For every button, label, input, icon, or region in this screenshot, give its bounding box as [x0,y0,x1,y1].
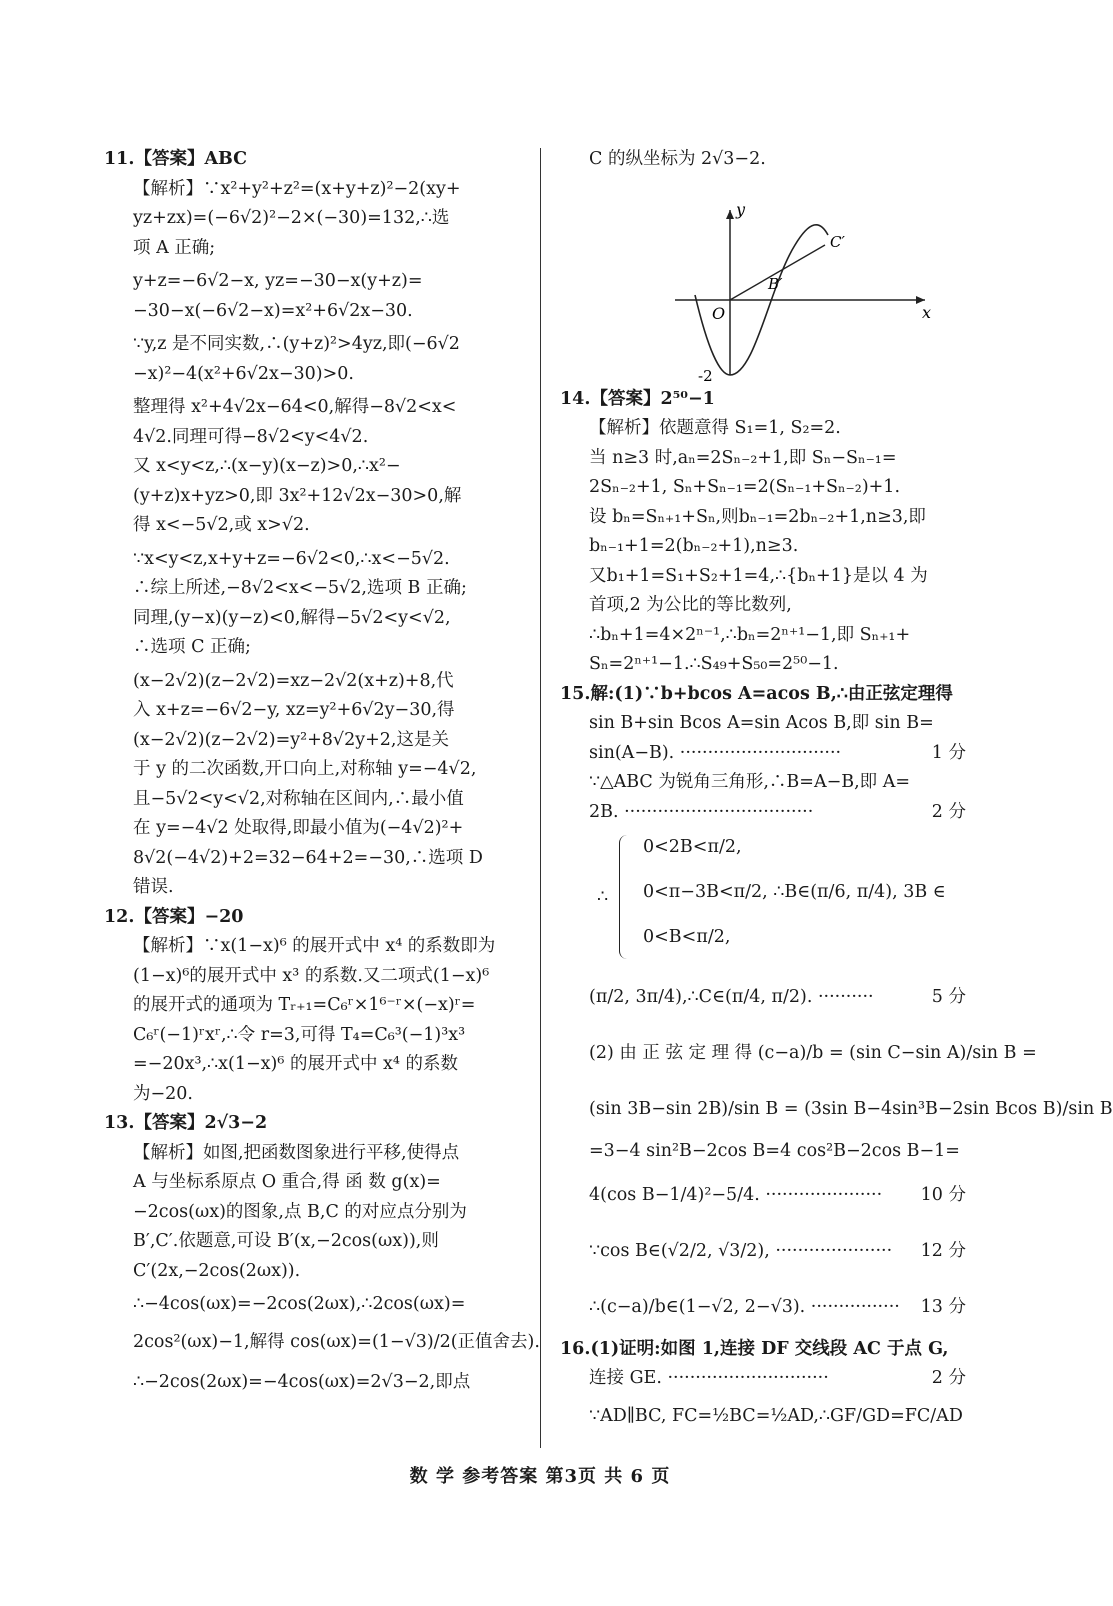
score-points: 1 分 [931,742,966,763]
column-divider [540,148,541,1448]
inequality-1: 0<2B<π/2, [643,837,742,857]
text-line: 设 bₙ=Sₙ₊₁+Sₙ,则bₙ₋₁=2bₙ₋₂+1,n≥3,即 [589,506,926,527]
q15-solution: 15.解:(1)∵b+bcos A=acos B,∴由正弦定理得 [560,683,953,704]
y-label: y [736,199,746,219]
text-line: 2B. ·································· 2 分 [560,798,966,828]
text-line: −x)²−4(x²+6√2x−30)>0. [133,363,354,384]
text-line: 又b₁+1=S₁+S₂+1=4,∴{bₙ+1}是以 4 为 [589,565,928,586]
text-line: C 的纵坐标为 2√3−2. [589,149,766,169]
text-line: 【解析】如图,把函数图象进行平移,使得点 [133,1142,460,1163]
graph-svg [670,175,930,385]
text-line: −2cos(ωx)的图象,点 B,C 的对应点分别为 [133,1201,467,1222]
text-line: B′,C′.依题意,可设 B′(x,−2cos(ωx)),则 [133,1231,439,1251]
text-line: C₆ʳ(−1)ʳxʳ,∴令 r=3,可得 T₄=C₆³(−1)³x³ [133,1024,466,1045]
origin-label: O [712,303,726,323]
text-line: 整理得 x²+4√2x−64<0,解得−8√2<x< [133,397,457,417]
text-line: 项 A 正确; [133,237,216,258]
y-axis-arrow-icon [726,210,734,219]
text-line: Sₙ=2ⁿ⁺¹−1.∴S₄₉+S₅₀=2⁵⁰−1. [589,654,839,674]
text-line: (2) 由 正 弦 定 理 得 (c−a)/b = (sin C−sin A)/sin B = [589,1043,1037,1063]
text-line: (y+z)x+yz>0,即 3x²+12√2x−30>0,解 [133,485,462,506]
text-line: 的展开式的通项为 Tᵣ₊₁=C₆ʳ×1⁶⁻ʳ×(−x)ʳ= [133,995,476,1015]
text-line: 当 n≥3 时,aₙ=2Sₙ₋₂+1,即 Sₙ−Sₙ₋₁= [589,447,897,468]
text-line: (x−2√2)(z−2√2)=y²+8√2y+2,这是关 [133,729,449,750]
text-line: 得 x<−5√2,或 x>√2. [133,515,310,535]
text-line: 8√2(−4√2)+2=32−64+2=−30,∴选项 D [133,847,483,868]
text-line: 【解析】∵x(1−x)⁶ 的展开式中 x⁴ 的系数即为 [133,936,496,956]
inequality-system [589,827,966,969]
q13-answer: 13.【答案】2√3−2 [104,1113,268,1133]
text-line: 同理,(y−x)(y−z)<0,解得−5√2<y<√2, [133,607,451,628]
text-line: ∴(c−a)/b∈(1−√2, 2−√3). ················ 13 分 [560,1279,966,1335]
therefore-symbol: ∴ [597,887,609,907]
text-line: sin(A−B). ····························· 1 分 [560,739,966,769]
minus-two-label: -2 [698,366,713,385]
score-points: 13 分 [920,1296,966,1317]
text-line: ∵x<y<z,x+y+z=−6√2<0,∴x<−5√2. [133,548,450,569]
text-line: (1−x)⁶的展开式中 x³ 的系数.又二项式(1−x)⁶ [133,965,490,986]
text-line: ∵△ABC 为锐角三角形,∴B=A−B,即 A= [589,772,911,792]
text-line: 为−20. [133,1083,193,1104]
text-line: ∴选项 C 正确; [133,637,251,657]
inequality-3: 0<B<π/2, [643,927,731,947]
text-line: ∵AD∥BC, FC=½BC=½AD,∴GF/GD=FC/AD [589,1405,963,1426]
text-line: 连接 GE. ····························· 2 分 [560,1364,966,1394]
score-points: 2 分 [931,801,966,822]
text-line: ∴bₙ+1=4×2ⁿ⁻¹,∴bₙ=2ⁿ⁺¹−1,即 Sₙ₊₁+ [589,624,911,645]
point-b-label: B′ [768,274,783,293]
score-points: 5 分 [931,987,966,1007]
q14-answer: 14.【答案】2⁵⁰−1 [560,388,715,409]
text-line: C′(2x,−2cos(2ωx)). [133,1260,301,1281]
text-line: ∴−4cos(ωx)=−2cos(2ωx),∴2cos(ωx)= [133,1294,466,1314]
text-line: −30−x(−6√2−x)=x²+6√2x−30. [133,300,413,321]
text-line: 且−5√2<y<√2,对称轴在区间内,∴最小值 [133,788,464,809]
inequality-2: 0<π−3B<π/2, ∴B∈(π/6, π/4), 3B ∈ [643,882,946,902]
text-line: ∵cos B∈(√2/2, √3/2), ····················· 12 分 [560,1223,966,1279]
right-column [560,145,1113,1438]
text-line: 【解析】∵x²+y²+z²=(x+y+z)²−2(xy+ [133,178,461,199]
text-line: (sin 3B−sin 2B)/sin B = (3sin B−4sin³B−2sin Bcos B)/sin B [589,1099,1113,1119]
text-line: ∵y,z 是不同实数,∴(y+z)²>4yz,即(−6√2 [133,334,460,354]
brace [619,835,634,959]
text-line: 首项,2 为公比的等比数列, [589,595,792,615]
text-line: ∴−2cos(2ωx)=−4cos(ωx)=2√3−2,即点 [133,1371,471,1392]
q12-answer: 12.【答案】−20 [104,906,244,927]
score-points: 2 分 [931,1368,966,1388]
text-line: 4√2.同理可得−8√2<y<4√2. [133,426,369,447]
q16-proof: 16.(1)证明:如图 1,连接 DF 交线段 AC 于点 G, [560,1338,949,1359]
text-line: 【解析】依题意得 S₁=1, S₂=2. [589,418,841,438]
text-line: (π/2, 3π/4),∴C∈(π/4, π/2). ·········· 5 分 [560,969,966,1025]
text-line: yz+zx)=(−6√2)²−2×(−30)=132,∴选 [133,208,450,228]
text-line: (x−2√2)(z−2√2)=xz−2√2(x+z)+8,代 [133,670,454,691]
text-line: 2cos²(ωx)−1,解得 cos(ωx)=(1−√3)/2(正值舍去). [133,1331,540,1352]
text-line: 错误. [133,877,174,897]
text-line: 又 x<y<z,∴(x−y)(x−z)>0,∴x²− [133,456,401,476]
text-line: sin B+sin Bcos A=sin Acos B,即 sin B= [589,713,934,733]
text-line: 4(cos B−1/4)²−5/4. ····················· 10 分 [560,1167,966,1223]
point-c-label: C′ [830,232,845,251]
text-line: A 与坐标系原点 O 重合,得 函 数 g(x)= [133,1172,441,1192]
text-line: 入 x+z=−6√2−y, xz=y²+6√2y−30,得 [133,700,455,720]
function-graph [560,175,966,385]
text-line: ∴综上所述,−8√2<x<−5√2,选项 B 正确; [133,578,467,598]
score-points: 10 分 [920,1184,966,1205]
text-line: bₙ₋₁+1=2(bₙ₋₂+1),n≥3. [589,536,799,556]
x-label: x [922,302,932,322]
score-points: 12 分 [920,1240,966,1261]
text-line: 于 y 的二次函数,开口向上,对称轴 y=−4√2, [133,759,477,779]
text-line: =3−4 sin²B−2cos B=4 cos²B−2cos B−1= [589,1141,960,1161]
text-line: 在 y=−4√2 处取得,即最小值为(−4√2)²+ [133,818,464,838]
page-footer: 数 学 参考答案 第3页 共 6 页 [409,1466,671,1487]
text-line: y+z=−6√2−x, yz=−30−x(y+z)= [133,271,423,291]
text-line: =−20x³,∴x(1−x)⁶ 的展开式中 x⁴ 的系数 [133,1054,458,1074]
text-line: 2Sₙ₋₂+1, Sₙ+Sₙ₋₁=2(Sₙ₋₁+Sₙ₋₂)+1. [589,477,901,497]
left-column [104,145,540,1397]
q11-answer: 11.【答案】ABC [104,149,248,169]
